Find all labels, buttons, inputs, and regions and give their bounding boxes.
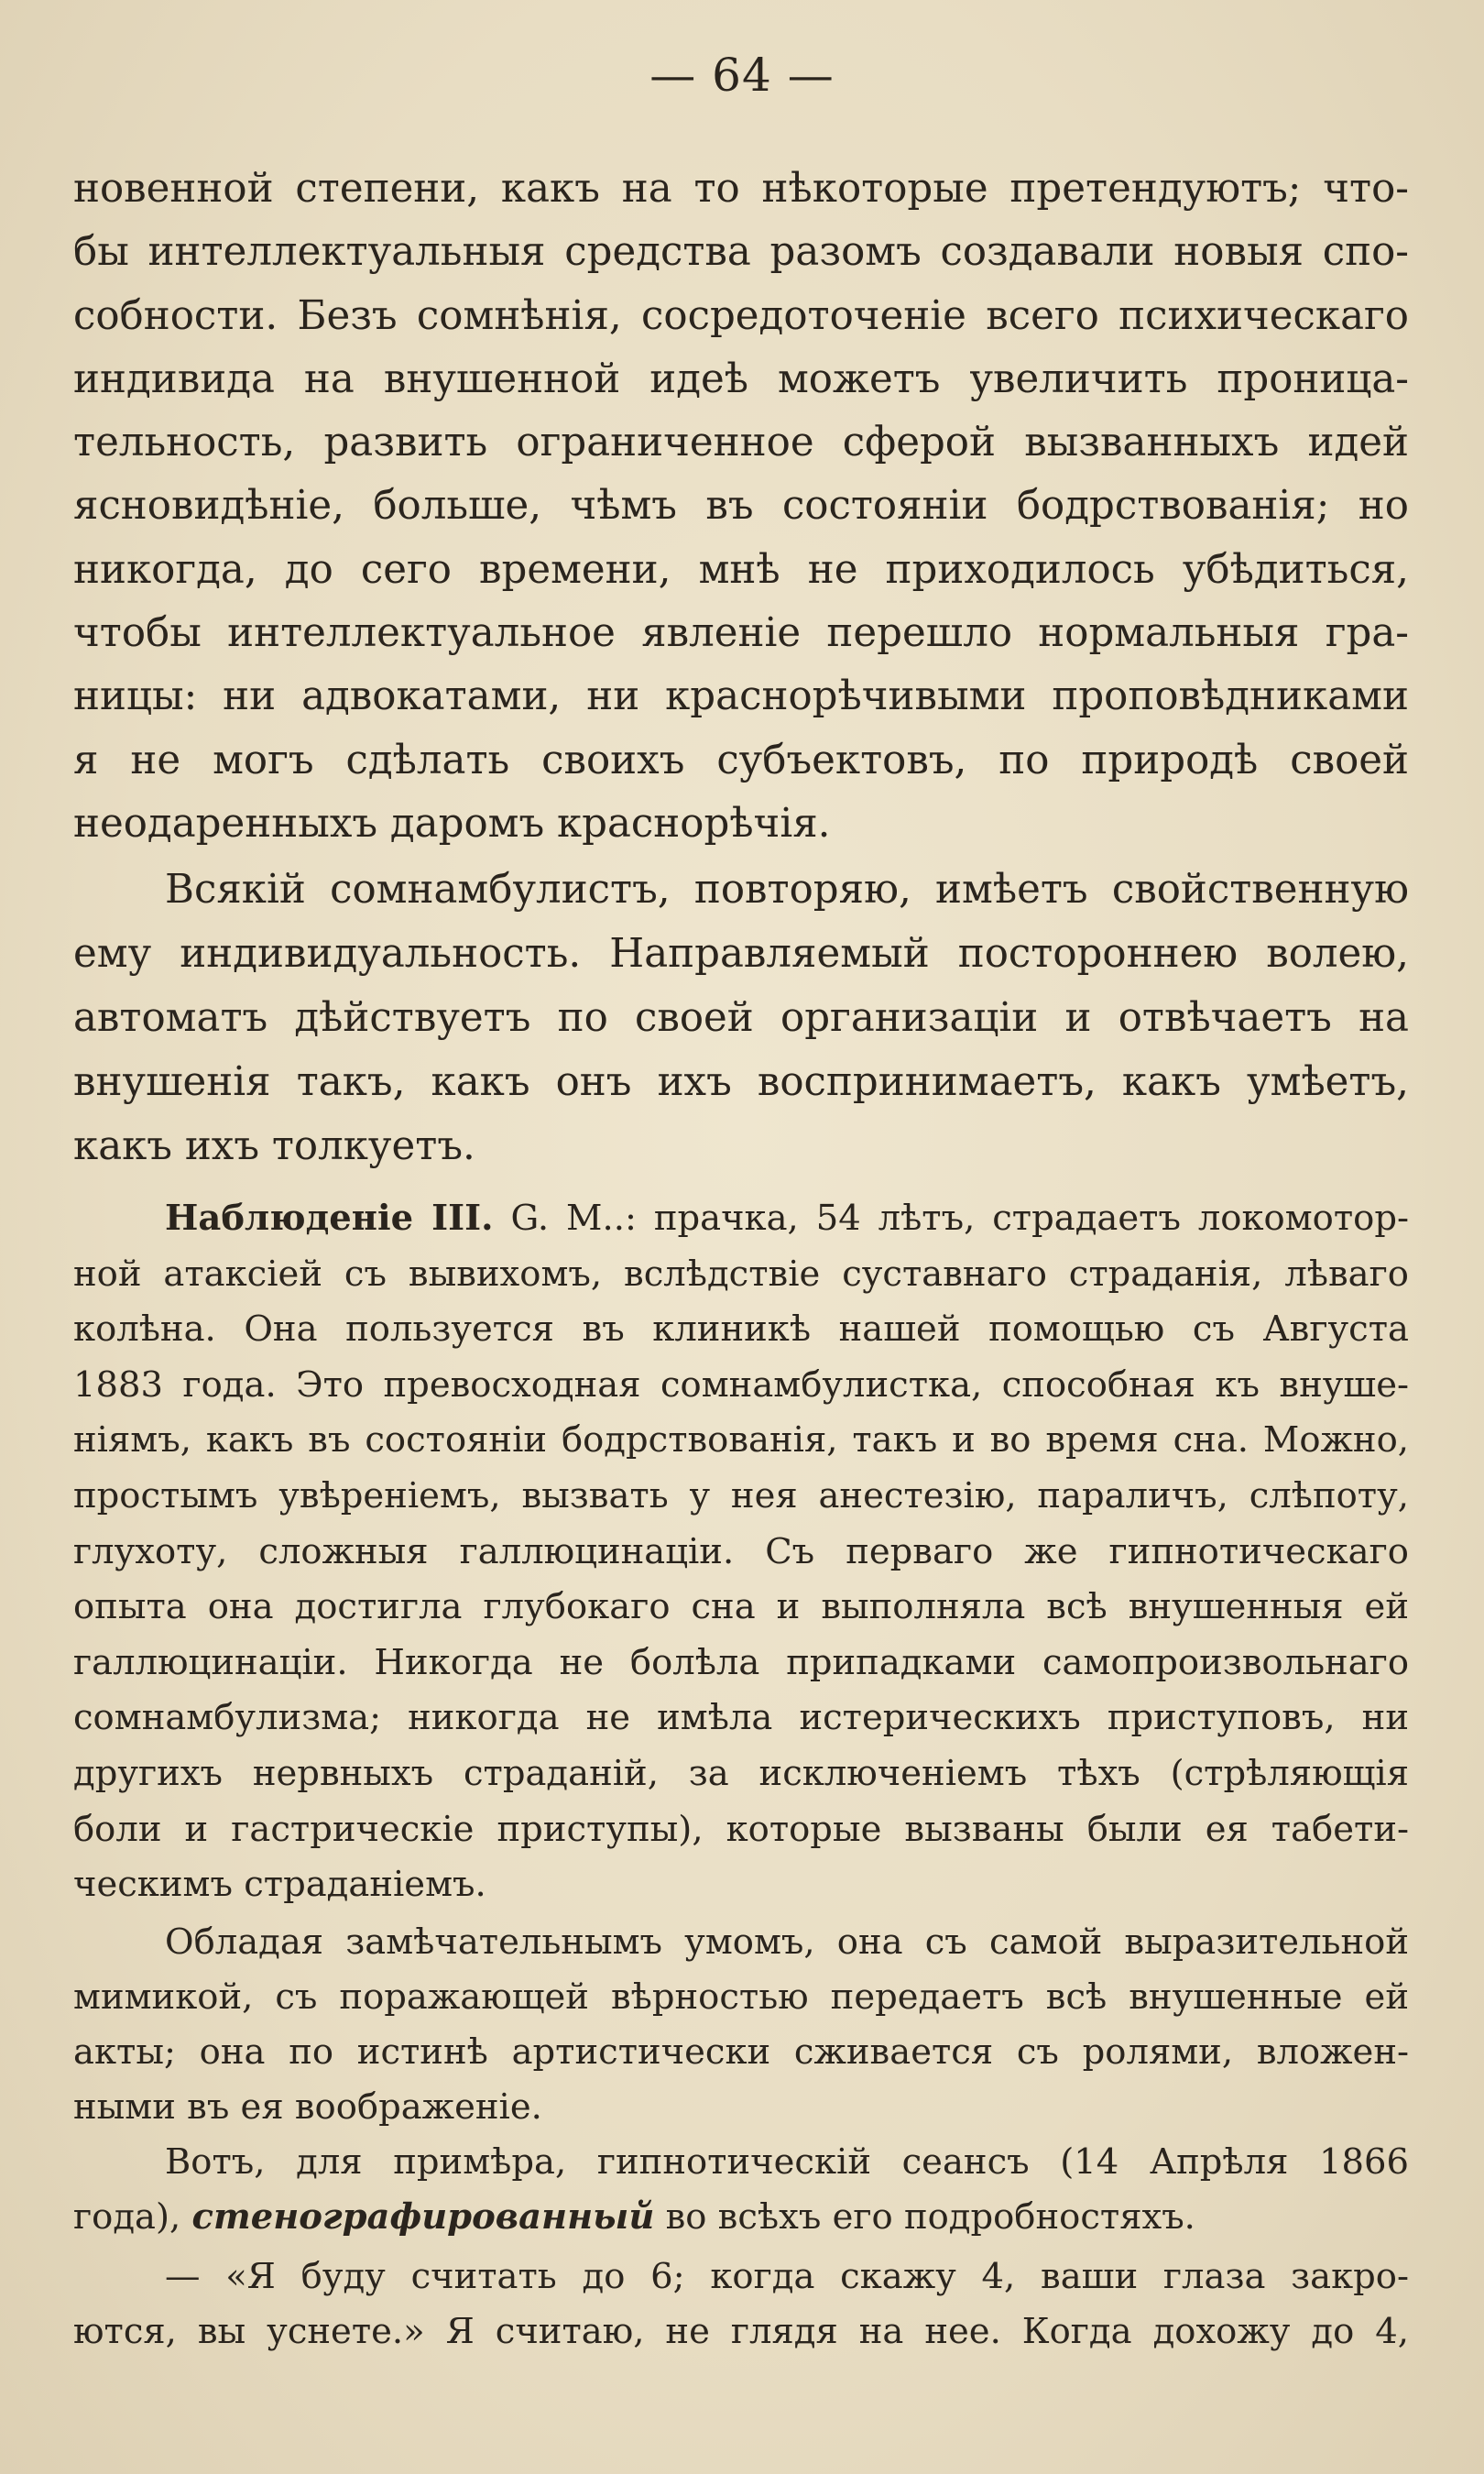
text-line: колѣна. Она пользуется въ клиникѣ нашей помощью съ Августа (73, 1308, 1409, 1351)
italic-emphasis: стенографированный (191, 2196, 655, 2238)
text-line: ческимъ страданіемъ. (73, 1864, 486, 1906)
text-line: чтобы интеллектуальное явленіе перешло нормальныя гра- (73, 610, 1409, 657)
text-line: опыта она достигла глубокаго сна и выполняла всѣ внушенныя ей (73, 1586, 1409, 1628)
text-line: бы интеллектуальныя средства разомъ создавали новыя спо- (73, 229, 1409, 276)
text-line: собности. Безъ сомнѣнія, сосредоточеніе всего психическаго (73, 292, 1409, 339)
observation-first-line-text: G. M..: прачка, 54 лѣтъ, страдаетъ локомотор- (510, 1198, 1409, 1239)
text-line: галлюцинаціи. Никогда не болѣла припадками самопроизвольнаго (73, 1641, 1409, 1683)
text-line: внушенія такъ, какъ онъ ихъ воспринимаетъ, какъ умѣетъ, (73, 1059, 1409, 1105)
text-line: ясновидѣніе, больше, чѣмъ въ состояніи бодрствованія; но (73, 483, 1409, 530)
text-line: какъ ихъ толкуетъ. (73, 1123, 475, 1169)
text-line: ными въ ея воображеніе. (73, 2086, 542, 2128)
paragraph-somnambulist (73, 858, 1409, 1178)
text-line: боли и гастрическіе приступы), которые вызваны были ея табети- (73, 1808, 1409, 1850)
text-line: Всякій сомнамбулистъ, повторяю, имѣетъ свойственную (165, 867, 1409, 913)
text-line: ной атаксіей съ вывихомъ, вслѣдствіе суставнаго страданія, лѣваго (73, 1253, 1409, 1295)
text-line: другихъ нервныхъ страданій, за исключеніемъ тѣхъ (стрѣляющія (73, 1752, 1409, 1794)
observation-first-line (73, 1191, 1409, 1247)
text-line: автоматъ дѣйствуетъ по своей организаціи и отвѣчаетъ на (73, 995, 1409, 1041)
paragraph-example (73, 2135, 1409, 2245)
text-line: акты; она по истинѣ артистически сживается съ ролями, вложен- (73, 2031, 1409, 2073)
text-line: Вотъ, для примѣра, гипнотическій сеансъ (14 Апрѣля 1866 (165, 2141, 1409, 2183)
text-line: ются, вы уснете.» Я считаю, не глядя на нее. Когда дохожу до 4, (73, 2311, 1409, 2352)
paragraph-continuation (73, 158, 1409, 856)
text-line: я не могъ сдѣлать своихъ субъектовъ, по природѣ своей (73, 737, 1409, 783)
text-line: 1883 года. Это превосходная сомнамбулистка, способная къ внуше- (73, 1363, 1409, 1406)
text-line: ніямъ, какъ въ состояніи бодрствованія, такъ и во время сна. Можно, (73, 1419, 1409, 1461)
text-line: индивида на внушенной идеѣ можетъ увеличить проница- (73, 356, 1409, 402)
page-number: — 64 — (649, 49, 835, 102)
observation-heading: Наблюденіе III. (165, 1198, 494, 1239)
paragraph-dialogue (73, 2250, 1409, 2359)
text-line: ему индивидуальность. Направляемый постороннею волею, (73, 931, 1409, 977)
text-line: новенной степени, какъ на то нѣкоторые претендуютъ; что- (73, 166, 1409, 212)
text-line: никогда, до сего времени, мнѣ не приходилось убѣдиться, (73, 546, 1409, 593)
text-line: мимикой, съ поражающей вѣрностью передаетъ всѣ внушенные ей (73, 1976, 1409, 2018)
text-line: неодаренныхъ даромъ краснорѣчія. (73, 800, 831, 847)
text-line-mixed (73, 2190, 1409, 2245)
observation-paragraph (73, 1191, 1409, 1913)
text-line: — «Я буду считать до 6; когда скажу 4, ваши глаза закро- (165, 2256, 1409, 2297)
text-fragment: года), (73, 2196, 181, 2238)
text-line: сомнамбулизма; никогда не имѣла истерическихъ приступовъ, ни (73, 1697, 1409, 1739)
text-line: ницы: ни адвокатами, ни краснорѣчивыми проповѣдниками (73, 673, 1409, 720)
text-line: глухоту, сложныя галлюцинаціи. Съ перваго же гипнотическаго (73, 1530, 1409, 1572)
paragraph-abilities (73, 1915, 1409, 2135)
text-line: Обладая замѣчательнымъ умомъ, она съ самой выразительной (165, 1921, 1409, 1963)
text-fragment: во всѣхъ его подробностяхъ. (665, 2196, 1195, 2238)
text-line: тельность, развить ограниченное сферой вызванныхъ идей (73, 420, 1409, 466)
text-line: простымъ увѣреніемъ, вызвать у нея анестезію, параличъ, слѣпоту, (73, 1474, 1409, 1516)
